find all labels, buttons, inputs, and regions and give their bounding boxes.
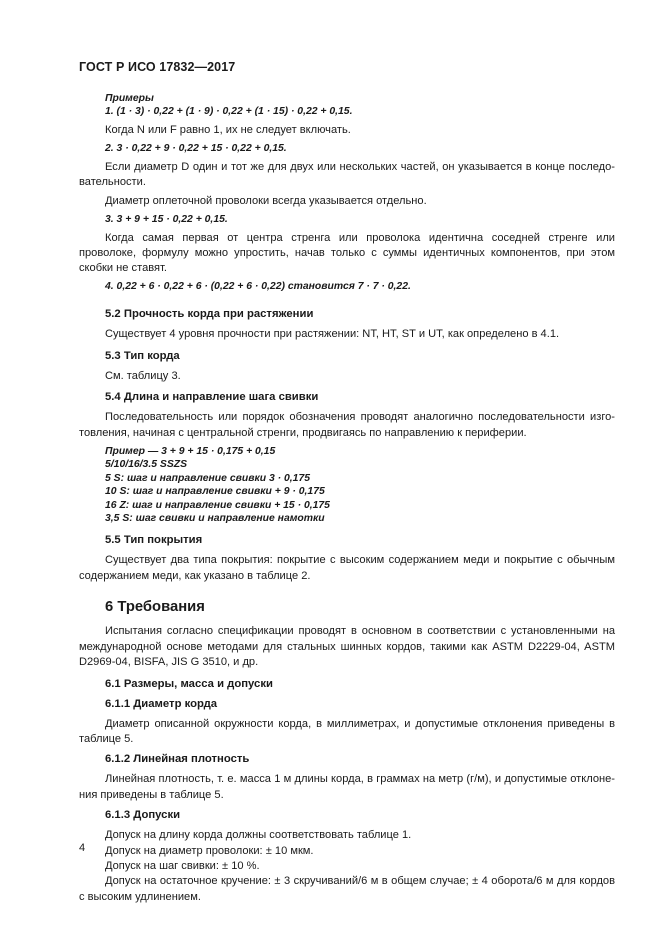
section-5-5-title: 5.5 Тип покрытия	[105, 534, 203, 547]
section-6-1-2-text: Линейная плотность, т. е. масса 1 м длины корда, в граммах на метр (г/м), и допустимые отклоне-ния приведены в таблице 5.	[79, 773, 615, 801]
section-5-2-text: Существует 4 уровня прочности при растяжении: NT, HT, ST и UT, как определено в 4.1.	[105, 328, 560, 341]
tolerance-line: Допуск на шаг свивки: ± 10 %.	[105, 859, 260, 872]
section-5-3-text: См. таблицу 3.	[105, 369, 181, 382]
section-5-5-text: Существует два типа покрытия: покрытие с высоким содержанием меди и покрытие с обычным содержанием меди, как указано в таблице 2.	[79, 554, 615, 582]
section-5-4-title: 5.4 Длина и направление шага свивки	[105, 391, 319, 404]
section-6-text: Испытания согласно спецификации проводят в основном в соответствии с установленными на международной основе методами для стальных шинных кордов, такими как ASTM D2229-04, ASTM D2969-04, BISFA, JIS G 3510, и др.	[79, 625, 615, 669]
section-5-2-title: 5.2 Прочность корда при растяжении	[105, 308, 314, 321]
example-2: 2. 3 · 0,22 + 9 · 0,22 + 15 · 0,22 + 0,15.	[105, 143, 287, 154]
tolerance-line: Допуск на длину корда должны соответствовать таблице 1.	[105, 829, 412, 842]
example-line: 3,5 S: шаг свивки и направление намотки	[105, 513, 325, 525]
example-1: 1. (1 · 3) · 0,22 + (1 · 9) · 0,22 + (1 · 15) · 0,22 + 0,15.	[105, 106, 353, 118]
example-line: 5 S: шаг и направление свивки 3 · 0,175	[105, 472, 311, 484]
section-6-1-3-title: 6.1.3 Допуски	[105, 809, 181, 822]
paragraph-diameter-d: Если диаметр D один и тот же для двух или нескольких частей, он указывается в конце последо-вательности.	[79, 161, 615, 189]
section-6-1-2-title: 6.1.2 Линейная плотность	[105, 753, 250, 766]
examples-title: Примеры	[105, 93, 154, 104]
example-line: 16 Z: шаг и направление свивки + 15 · 0,175	[105, 499, 330, 511]
paragraph-when-n: Когда N или F равно 1, их не следует включать.	[105, 124, 351, 137]
section-5-3-title: 5.3 Тип корда	[105, 349, 180, 362]
example-line: 10 S: шаг и направление свивки + 9 · 0,175	[105, 486, 325, 498]
section-6-title: 6 Требования	[105, 599, 205, 616]
section-6-1-title: 6.1 Размеры, масса и допуски	[105, 677, 273, 690]
section-6-1-1-text: Диаметр описанной окружности корда, в миллиметрах, и допустимые отклонения приведены в таблице 5.	[79, 717, 615, 745]
tolerance-line: Допуск на остаточное кручение: ± 3 скручиваний/6 м в общем случае; ± 4 оборота/6 м для кордов с высоким удлинением.	[79, 875, 615, 903]
section-5-4-example	[105, 445, 615, 525]
example-line: 5/10/16/3.5 SSZS	[105, 459, 188, 471]
example-3: 3. 3 + 9 + 15 · 0,22 + 0,15.	[105, 213, 228, 225]
section-5-4-text: Последовательность или порядок обозначения проводят аналогично последовательности изго-товления, начиная с центральной стренги, продвигаясь по направлению к периферии.	[79, 411, 615, 439]
page-number: 4	[79, 842, 86, 854]
example-line: Пример — 3 + 9 + 15 · 0,175 + 0,15	[105, 446, 276, 458]
tolerance-line: Допуск на диаметр проволоки: ± 10 мкм.	[105, 844, 314, 857]
paragraph-wrap-wire: Диаметр оплеточной проволоки всегда указывается отдельно.	[105, 195, 427, 207]
section-6-1-1-title: 6.1.1 Диаметр корда	[105, 697, 218, 710]
paragraph-core: Когда самая первая от центра стренга или проволока идентична соседней стренге или проволоке, формулу можно упростить, начав только с суммы идентичных компонентов, при этом скобки не ставят.	[79, 231, 615, 275]
page-header: ГОСТ Р ИСО 17832—2017	[79, 60, 236, 74]
page-content	[79, 92, 615, 905]
example-4: 4. 0,22 + 6 · 0,22 + 6 · (0,22 + 6 · 0,22) становится 7 · 7 · 0,22.	[105, 281, 411, 292]
